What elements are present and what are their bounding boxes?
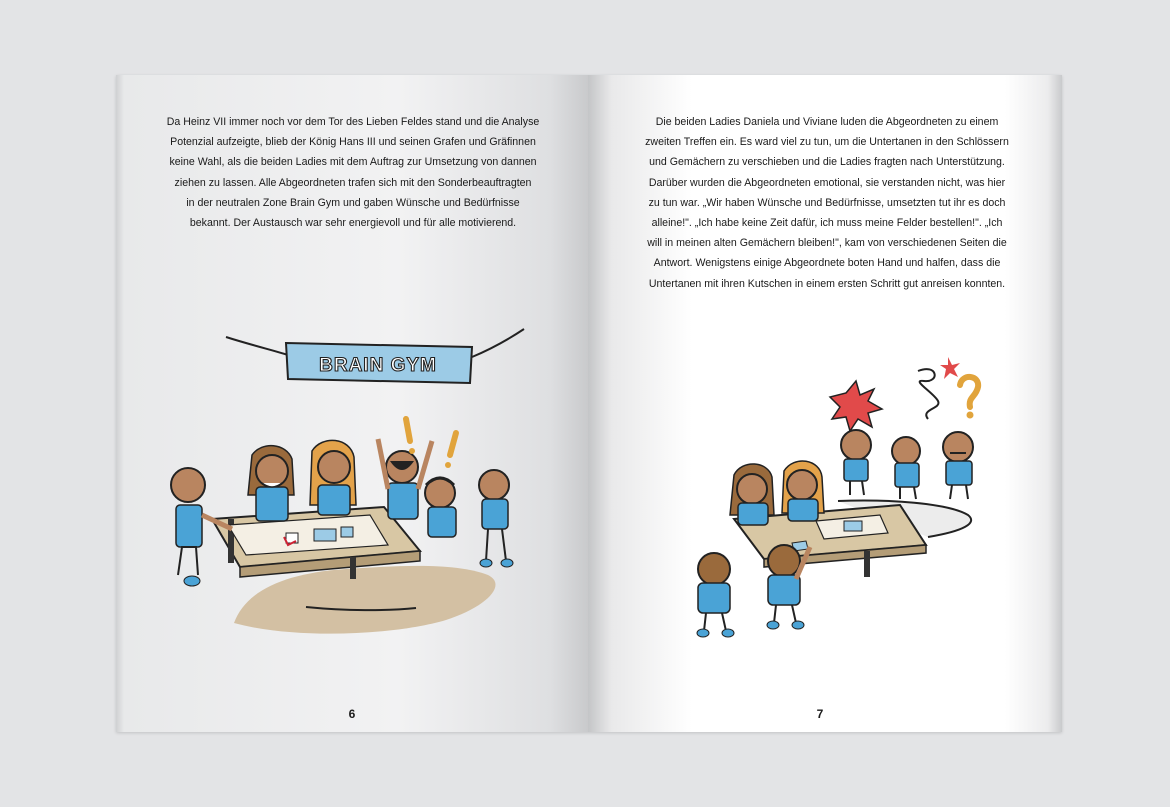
brain-gym-banner [286, 343, 472, 383]
person-figure [892, 437, 920, 499]
person-figure [378, 419, 432, 519]
right-page-text: Die beiden Ladies Daniela und Viviane luden die Abgeordneten zu einem zweiten Treffen ein. Es ward viel zu tun, um die Untertanen in den Schlössern und Gemächern zu verschieben und die Ladies fragten nach Unterstützung. Darüber wurden die Abgeordneten emotional, sie verstanden nicht, was hier zu tun war. „Wir haben Wünsche und Bedürfnisse, umsetzten tut ihr es doch alleine!". „Ich habe keine Zeit dafür, ich muss meine Felder bestellen!". „Ich will in meinen alten Gemächern bleiben!", kam von verschiedenen Seiten die Antwort. Wenigstens einige Abgeordnete boten Hand und halfen, dass die Untertanen mit ihren Kutschen in einem ersten Schritt gut anreisen konnten. [645, 116, 1009, 290]
right-page [588, 75, 1062, 732]
exclamation-icon [406, 419, 410, 441]
left-page-text: Da Heinz VII immer noch vor dem Tor des Lieben Feldes stand und die Analyse Potenzial aufzeigte, blieb der König Hans III und seinen Grafen und Gräfinnen keine Wahl, als die beiden Ladies mit dem Auftrag zur Umsetzung von dannen ziehen zu lassen. Alle Abgeordneten trafen sich mit den Sonderbeauftragten in der neutralen Zone Brain Gym und gaben Wünsche und Bedürfnisse bekannt. Der Austausch war sehr energievoll und für alle motivierend. [166, 116, 540, 230]
person-figure [841, 430, 871, 495]
person-figure [782, 461, 824, 521]
burst-icon [830, 381, 882, 431]
person-figure [767, 545, 810, 629]
person-figure [171, 468, 232, 586]
page-number: 7 [816, 707, 824, 721]
person-figure [943, 432, 973, 499]
question-icon [960, 377, 978, 419]
scribble-icon [918, 357, 960, 419]
left-page [116, 75, 588, 732]
banner-label: BRAIN GYM [319, 355, 437, 376]
second-meeting-illustration [588, 75, 1062, 732]
person-figure [730, 464, 774, 525]
ground-shadow [234, 566, 496, 634]
person-figure [697, 553, 734, 637]
brain-gym-illustration [116, 75, 588, 732]
exclamation-icon [450, 433, 456, 455]
open-book [116, 75, 1062, 732]
person-figure [248, 446, 294, 521]
page-number: 6 [348, 707, 356, 721]
person-figure [310, 440, 356, 515]
person-figure [479, 470, 513, 567]
